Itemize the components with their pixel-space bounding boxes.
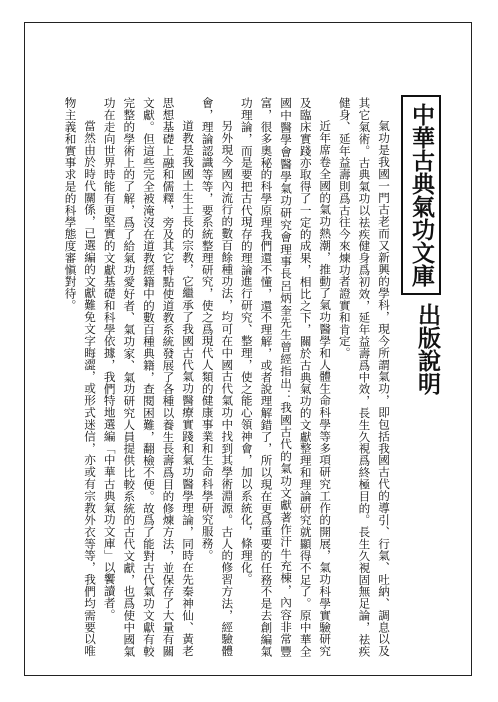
book-page [24, 22, 472, 676]
paragraph: 道教是我國土生土長的宗教，它繼承了我國古代氣功醫療實踐和氣功醫學理論，同時在先秦神仙、黃老思想基礎上融和儒釋，旁及其它特點使道教系統發展了各種以養生長壽爲目的修煉方法，並保存了大量有關文獻。但這些完全被淹沒在道教經籍中的數百種典籍，查閱困難，翻檢不便。故爲了能對古代氣功文獻有較完整的學術上的了解，爲了給氣功愛好者、氣功家、氣功研究人員提供比較系統的古代文獻，也爲使中國氣功在走向世界時能有更堅實的文獻基礎和科學依據，我們特地選編「中華古典氣功文庫」以饗讀者。 [102, 97, 196, 657]
title-block [401, 95, 441, 395]
section-title: 出版說明 [414, 303, 440, 395]
paragraph: 氣功是我國一門古老而又新興的學科，現今所謂氣功，即包括我國古代的導引、行氣、吐納、調息以及其它氣術。古典氣功以祛疾健身爲初效，延年益壽爲中效，長生久視爲終極目的。長生久視固無足論，祛疾健身、延年益壽則爲古往今來煉功者證實和肯定。 [337, 97, 391, 657]
paragraph: 另外現今國內流行的數百餘種功法，均可在中國古代氣功中找到其學術淵源。古人的修習方法，經驗體會，理論認識等等，要系統整理研究，使之爲現代人類的健康事業和生命科學研究服務。 [200, 97, 235, 657]
series-title: 中華古典氣功文庫 [401, 95, 441, 295]
paragraph: 近年席卷全國的氣功熱潮，推動了氣功醫學和人體生命科學等多項研究工作的開展，氣功科學實驗研究及臨床實踐亦取得了一定的成果，相比之下，關於古典氣功的文獻整理和理論研究就顯得不足了。原中華全國中醫學會醫學氣功研究會理事長呂炳奎先生曾經指出：我國古代的氣功文獻著作汗牛充棟，內容非常豐富，很多奧秘的科學原理我們還不懂，還不理解，或者說理解錯了，所以現在更爲重要的任務不是去創編氣功理論，而是要把古代現存的理論進行研究、整理，使之能心領神會，加以系統化，條理化。 [239, 97, 333, 657]
body-text [60, 97, 393, 657]
paragraph: 當然由於時代關係，已選編的文獻難免文字晦澀，或形式迷信，亦或有宗教外衣等等，我們均需要以唯物主義和實事求是的科學態度審愼對待。 [63, 97, 98, 657]
